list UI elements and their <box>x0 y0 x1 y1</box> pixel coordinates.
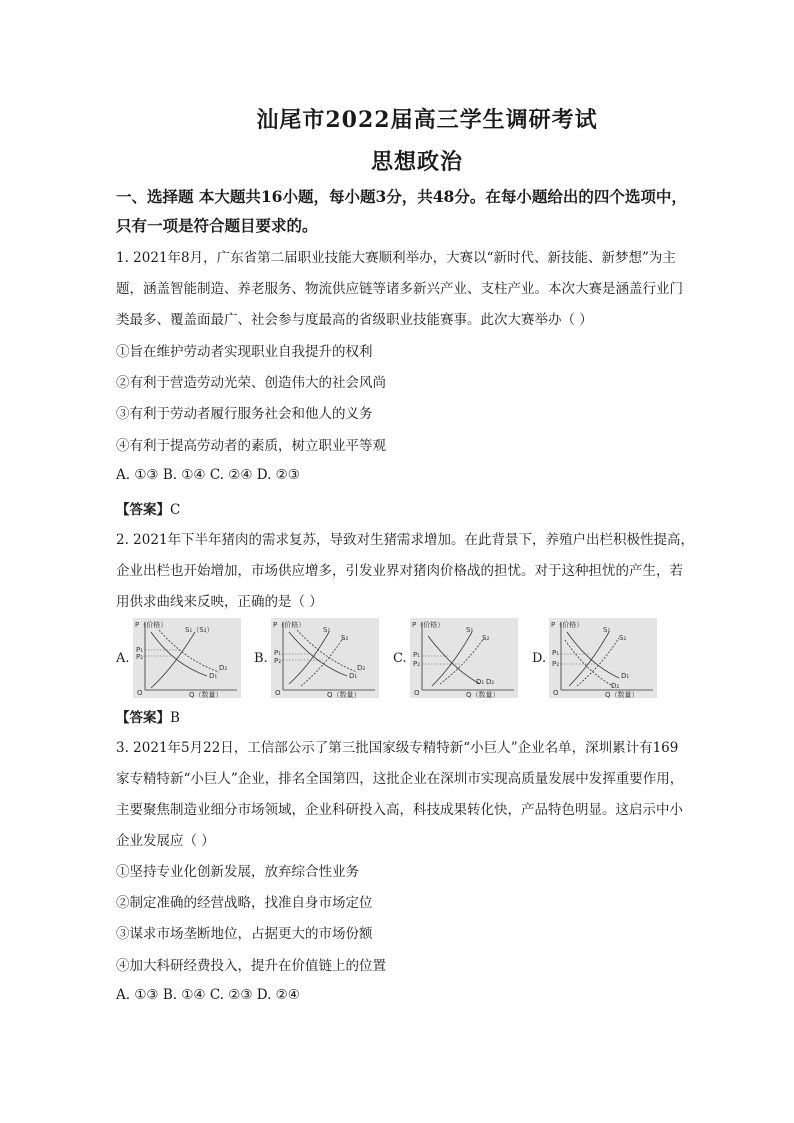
d1-label: D₁ <box>209 672 218 680</box>
p2-label: P₂ <box>552 660 560 668</box>
demand-curve-d2 <box>159 630 219 672</box>
supply-curve-s1 <box>432 632 472 686</box>
d2-label: D₂ <box>486 678 495 686</box>
section-heading-line-1: 一、选择题 本大题共16小题，每小题3分，共48分。在每小题给出的四个选项中， <box>116 187 687 206</box>
q3-item-1: ①坚持专业化创新发展，放弃综合性业务 <box>116 864 359 880</box>
answer-tag: 【答案】 <box>116 502 170 518</box>
supply-curve-s2 <box>577 638 619 686</box>
p2-label: P₂ <box>274 657 282 665</box>
x-axis-label: Q（数量） <box>605 691 639 698</box>
p2-label: P₂ <box>413 660 421 668</box>
q1-item-2: ②有利于营造劳动光荣、创造伟大的社会风尚 <box>116 375 386 391</box>
q1-text-line-2: 题，涵盖智能制造、养老服务、物流供应链等诸多新兴产业、支柱产业。本次大赛是涵盖行业门 <box>116 281 683 297</box>
d1-label: D₁ <box>621 672 630 680</box>
q1-options: A. ①③ B. ①④ C. ②④ D. ②③ <box>116 467 300 483</box>
answer-value: C <box>170 502 181 518</box>
s2-label: S₂ <box>482 634 490 642</box>
answer-tag: 【答案】 <box>116 710 170 726</box>
y-axis-label: P（价格） <box>273 621 306 629</box>
q3-text-line-1: 3. 2021年5月22日，工信部公示了第三批国家级专精特新“小巨人”企业名单，深圳累计有169 <box>116 740 679 756</box>
s2-label: S₂ <box>341 634 349 642</box>
x-axis-label: Q（数量） <box>327 691 361 698</box>
y-axis-label: P（价格） <box>551 621 584 629</box>
q1-item-1: ①旨在维护劳动者实现职业自我提升的权利 <box>116 344 373 360</box>
exam-subject: 思想政治 <box>370 149 463 175</box>
q2-text-line-1: 2. 2021年下半年猪肉的需求复苏，导致对生猪需求增加。在此背景下，养殖户出栏积极性提高， <box>116 532 695 548</box>
p2-label: P₂ <box>136 653 144 661</box>
d2-label: D₂ <box>219 664 228 672</box>
supply-curve-s1 <box>289 632 329 684</box>
origin-label: O <box>137 689 143 697</box>
section-heading-line-2: 只有一项是符合题目要求的。 <box>116 216 318 235</box>
q2-answer <box>116 706 180 726</box>
q1-item-3: ③有利于劳动者履行服务社会和他人的义务 <box>116 406 373 422</box>
q3-item-3: ③谋求市场垄断地位，占据更大的市场份额 <box>116 926 373 942</box>
demand-curve-d1 <box>289 632 347 676</box>
q2-text-line-2: 企业出栏也开始增加，市场供应增多，引发业界对猪肉价格战的担忧。对于这种担忧的产生，若 <box>116 563 683 579</box>
q3-options: A. ①③ B. ①④ C. ②③ D. ②④ <box>116 987 300 1003</box>
q2-graph-d <box>549 618 657 698</box>
q3-text-line-4: 企业发展应（ ） <box>116 833 215 849</box>
s-label: S₁（S₂） <box>185 626 214 634</box>
p1-label: P₁ <box>552 649 560 657</box>
demand-curve-d1 <box>151 632 207 676</box>
s1-label: S₁ <box>323 626 331 634</box>
y-axis-label: P（价格） <box>412 621 445 629</box>
s1-label: S₁ <box>466 626 474 634</box>
s2-label: S₂ <box>619 634 627 642</box>
exam-title: 汕尾市2022届高三学生调研考试 <box>256 107 598 133</box>
y-axis-label: P（价格） <box>135 621 168 629</box>
q2-graph-a-label: A. <box>116 651 130 666</box>
p1-label: P₁ <box>274 649 282 657</box>
d2-label: D₂ <box>611 682 620 690</box>
q1-text-line-1: 1. 2021年8月，广东省第二届职业技能大赛顺利举办，大赛以“新时代、新技能、新梦想”为主 <box>116 250 676 266</box>
p1-label: P₁ <box>136 646 144 654</box>
q2-graph-d-label: D. <box>532 651 547 666</box>
q3-text-line-3: 主要聚焦制造业细分市场领域，企业科研投入高，科技成果转化快，产品特色明显。这启示中小 <box>116 802 683 818</box>
q2-graph-c-label: C. <box>393 651 407 666</box>
q3-item-2: ②制定准确的经营战略，找准自身市场定位 <box>116 895 373 911</box>
answer-value: B <box>170 710 180 726</box>
q2-graph-c <box>410 618 518 698</box>
origin-label: O <box>553 689 559 697</box>
q2-text-line-3: 用供求曲线来反映，正确的是（ ） <box>116 594 323 610</box>
supply-curve-s2 <box>301 638 343 686</box>
q2-graph-a <box>133 618 241 698</box>
origin-label: O <box>414 689 420 697</box>
s1-label: S₁ <box>603 626 611 634</box>
x-axis-label: Q（数量） <box>466 691 500 698</box>
q2-graph-b-label: B. <box>254 651 268 666</box>
supply-curve-s1 <box>569 632 609 686</box>
origin-label: O <box>275 689 281 697</box>
d1-label: D₁ <box>349 672 358 680</box>
q3-item-4: ④加大科研经费投入，提升在价值链上的位置 <box>116 958 386 974</box>
q1-item-4: ④有利于提高劳动者的素质，树立职业平等观 <box>116 438 386 454</box>
d1-label: D₁ <box>476 678 485 686</box>
x-axis-label: Q（数量） <box>189 691 223 698</box>
q1-text-line-3: 类最多、覆盖面最广、社会参与度最高的省级职业技能赛事。此次大赛举办（ ） <box>116 312 593 328</box>
q3-text-line-2: 家专精特新“小巨人”企业，排名全国第四，这批企业在深圳市实现高质量发展中发挥重要作用， <box>116 771 684 787</box>
d2-label: D₂ <box>357 664 366 672</box>
p1-label: P₁ <box>413 651 421 659</box>
q1-answer <box>116 498 180 518</box>
q2-graph-b <box>271 618 379 698</box>
